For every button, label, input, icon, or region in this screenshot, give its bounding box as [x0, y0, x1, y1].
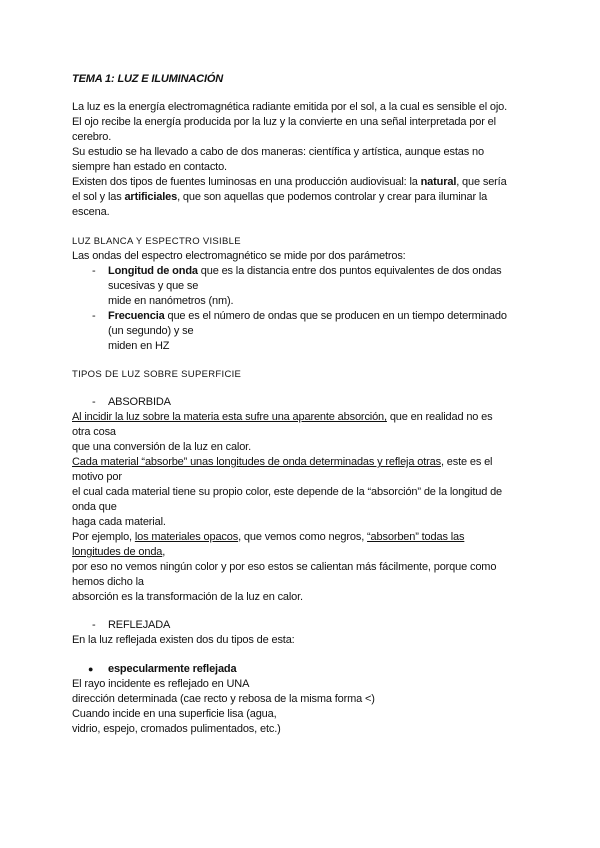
bullet-icon: ● [88, 664, 94, 674]
text: , que sería [456, 176, 507, 188]
text: el sol y las [72, 191, 125, 203]
page-title: TEMA 1: LUZ E ILUMINACIÓN [72, 73, 224, 85]
intro-line: cerebro. [72, 131, 112, 143]
section-heading: LUZ BLANCA Y ESPECTRO VISIBLE [72, 236, 241, 247]
paragraph-line: que una conversión de la luz en calor. [72, 441, 251, 453]
list-item-text [108, 309, 507, 324]
paragraph-line: hemos dicho la [72, 576, 144, 588]
underlined-text: “absorben” todas las [367, 531, 465, 543]
list-item-text: miden en HZ [108, 340, 170, 352]
bold-term: Longitud de onda [108, 265, 198, 277]
paragraph-line: vidrio, espejo, cromados pulimentados, etc.) [72, 723, 281, 735]
intro-line [72, 175, 507, 190]
paragraph-line: En la luz reflejada existen dos du tipos de esta: [72, 634, 295, 646]
intro-line: Su estudio se ha llevado a cabo de dos maneras: científica y artística, aunque estas no [72, 146, 484, 158]
text: que es la distancia entre dos puntos equivalentes de dos ondas [197, 265, 502, 277]
paragraph-line: El rayo incidente es reflejado en UNA [72, 678, 250, 690]
bold-term: Frecuencia [108, 310, 165, 322]
paragraph-line: Cuando incide en una superficie lisa (agua, [72, 708, 277, 720]
text: Existen dos tipos de fuentes luminosas en una producción audiovisual: la [72, 176, 421, 188]
bold-term: especularmente reflejada [108, 663, 237, 675]
list-item-text: mide en nanómetros (nm). [108, 295, 234, 307]
paragraph-line [72, 410, 493, 425]
text: que es el número de ondas que se producen en un tiempo determinado [164, 310, 507, 322]
underlined-text: Al incidir la luz sobre la materia esta sufre una aparente absorción, [72, 411, 387, 423]
paragraph-line [72, 455, 492, 470]
text: , que son aquellas que podemos controlar y crear para iluminar la [177, 191, 488, 203]
subheading: REFLEJADA [108, 619, 171, 631]
paragraph-line: haga cada material. [72, 516, 166, 528]
dash-marker: - [92, 396, 96, 408]
paragraph-line: absorción es la transformación de la luz en calor. [72, 591, 303, 603]
intro-line: escena. [72, 206, 110, 218]
bold-term-artificiales: artificiales [124, 191, 178, 203]
text: , [162, 546, 166, 558]
section-lead: Las ondas del espectro electromagnético se mide por dos parámetros: [72, 250, 406, 262]
dash-marker: - [92, 310, 96, 322]
subheading: ABSORBIDA [108, 396, 171, 408]
paragraph-line: motivo por [72, 471, 122, 483]
underlined-text: los materiales opacos [134, 531, 239, 543]
underlined-text: longitudes de onda [72, 546, 163, 558]
text: , que vemos como negros, [238, 531, 368, 543]
paragraph-line: por eso no vemos ningún color y por eso estos se calientan más fácilmente, porque como [72, 561, 497, 573]
paragraph-line: otra cosa [72, 426, 116, 438]
text: Por ejemplo, [72, 531, 135, 543]
paragraph-line: onda que [72, 501, 117, 513]
text: , este es el [440, 456, 493, 468]
dash-marker: - [92, 619, 96, 631]
intro-line: La luz es la energía electromagnética radiante emitida por el sol, a la cual es sensible el ojo. [72, 101, 508, 113]
list-item-text: sucesivas y que se [108, 280, 199, 292]
text: que en realidad no es [386, 411, 493, 423]
paragraph-line [72, 545, 165, 560]
paragraph-line: dirección determinada (cae recto y rebosa de la misma forma <) [72, 693, 375, 705]
bold-term-natural: natural [420, 176, 457, 188]
list-item-text: (un segundo) y se [108, 325, 194, 337]
intro-line [72, 190, 487, 205]
intro-line: siempre han estado en contacto. [72, 161, 227, 173]
intro-line: El ojo recibe la energía producida por la luz y la convierte en una señal interpretada por el [72, 116, 496, 128]
paragraph-line [72, 530, 464, 545]
underlined-text: Cada material “absorbe” unas longitudes de onda determinadas y refleja otras [72, 456, 441, 468]
subheading [108, 662, 236, 677]
dash-marker: - [92, 265, 96, 277]
list-item-text [108, 264, 502, 279]
section-heading: TIPOS DE LUZ SOBRE SUPERFICIE [72, 369, 242, 380]
paragraph-line: el cual cada material tiene su propio color, este depende de la “absorción” de la longitud de [72, 486, 503, 498]
